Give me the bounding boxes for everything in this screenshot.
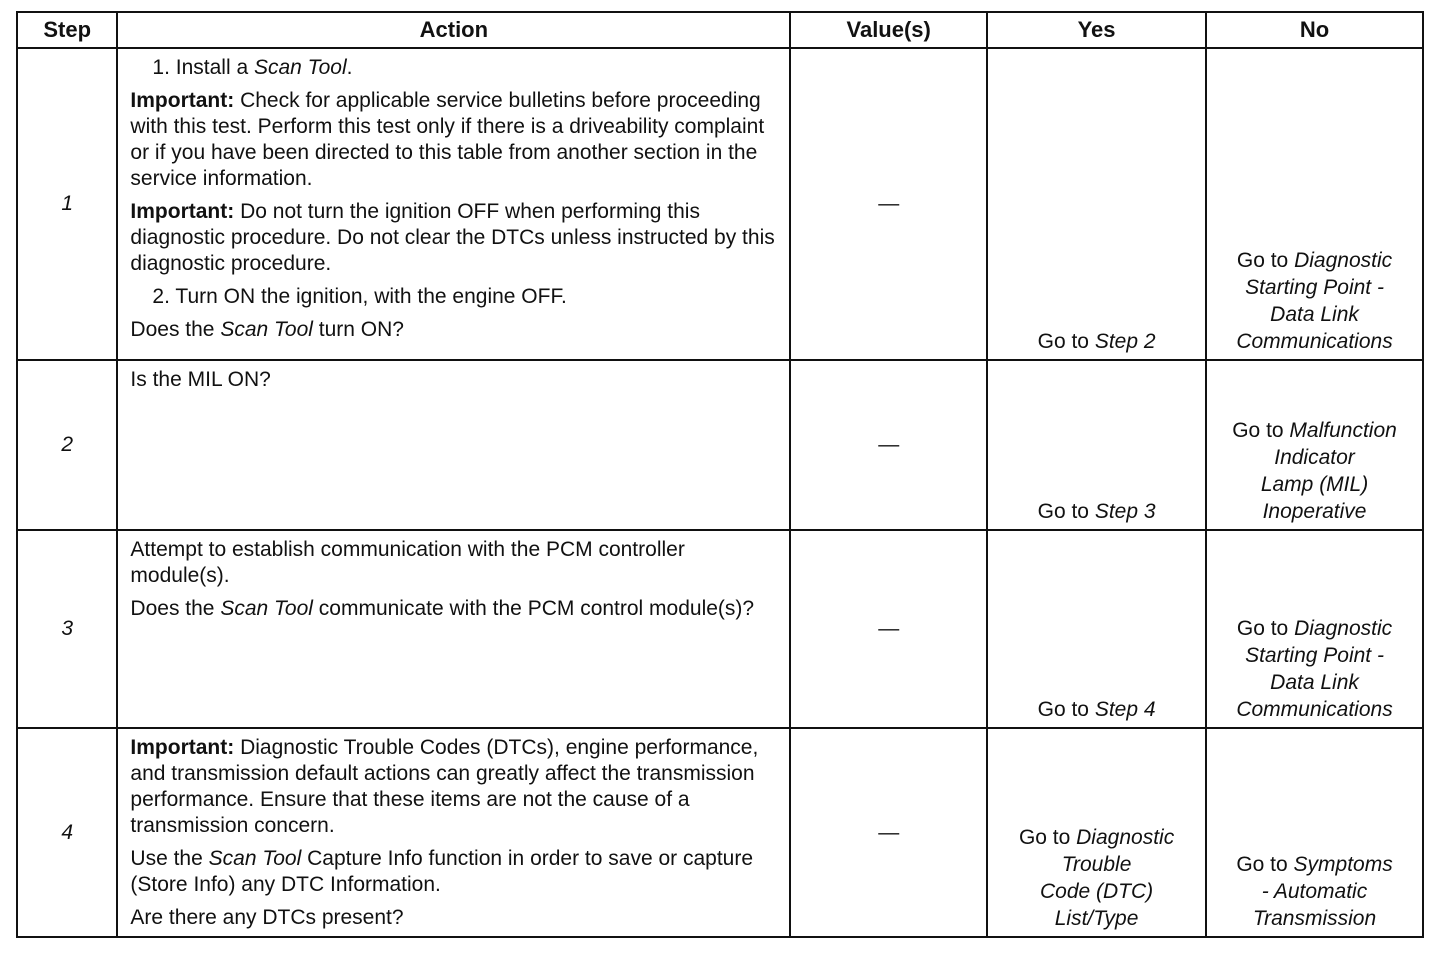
- no-cell: Go to Diagnostic Starting Point - Data Link Communications: [1206, 48, 1423, 360]
- table-row: [17, 530, 1423, 728]
- action-cell: [117, 48, 790, 360]
- table-row: [17, 728, 1423, 937]
- value-cell: [790, 48, 987, 360]
- step-number: 2: [17, 360, 117, 530]
- instruction: Attempt to establish communication with the PCM controller module(s).: [130, 538, 685, 587]
- action-cell: [117, 360, 790, 530]
- step-number: 1: [17, 48, 117, 360]
- value-cell: [790, 728, 987, 937]
- table-row: [17, 48, 1423, 360]
- yes-cell: Go to Diagnostic Trouble Code (DTC) List/Type: [987, 728, 1206, 937]
- instruction: 1. Install a Scan Tool.: [152, 56, 353, 79]
- important-note: Important: Diagnostic Trouble Codes (DTCs), engine performance, and transmission default actions can greatly affect the transmission performance. Ensure that these items are not the cause of a transmission concern.: [130, 736, 759, 837]
- no-cell: Go to Symptoms - Automatic Transmission: [1206, 728, 1423, 937]
- value-cell: [790, 360, 987, 530]
- header-values: Value(s): [790, 12, 987, 48]
- value-dash: —: [878, 192, 900, 215]
- header-no: No: [1206, 12, 1423, 48]
- question: Does the Scan Tool turn ON?: [130, 318, 404, 341]
- instruction: 2. Turn ON the ignition, with the engine OFF.: [152, 285, 567, 308]
- header-action: Action: [117, 12, 790, 48]
- action-cell: [117, 728, 790, 937]
- question: Does the Scan Tool communicate with the PCM control module(s)?: [130, 597, 755, 620]
- question: Are there any DTCs present?: [130, 906, 404, 929]
- question: Is the MIL ON?: [130, 368, 271, 391]
- header-yes: Yes: [987, 12, 1206, 48]
- value-dash: —: [878, 433, 900, 456]
- header-step: Step: [17, 12, 117, 48]
- value-dash: —: [878, 617, 900, 640]
- no-cell: Go to Malfunction Indicator Lamp (MIL) Inoperative: [1206, 360, 1423, 530]
- instruction: Use the Scan Tool Capture Info function in order to save or capture (Store Info) any DTC Information.: [130, 847, 754, 896]
- no-cell: Go to Diagnostic Starting Point - Data Link Communications: [1206, 530, 1423, 728]
- important-note: Important: Do not turn the ignition OFF when performing this diagnostic procedure. Do not clear the DTCs unless instructed by this diagnostic procedure.: [130, 200, 775, 275]
- important-note: Important: Check for applicable service bulletins before proceeding with this test. Perform this test only if there is a driveability complaint or if you have been directed to this table from another section in the service information.: [130, 89, 765, 190]
- table-row: [17, 360, 1423, 530]
- value-cell: [790, 530, 987, 728]
- header-row: [17, 12, 1423, 48]
- yes-cell: Go to Step 4: [987, 530, 1206, 728]
- value-dash: —: [878, 820, 900, 844]
- step-number: 3: [17, 530, 117, 728]
- diagnostic-table: [16, 11, 1424, 938]
- yes-cell: Go to Step 3: [987, 360, 1206, 530]
- yes-cell: Go to Step 2: [987, 48, 1206, 360]
- step-number: 4: [17, 728, 117, 937]
- action-cell: [117, 530, 790, 728]
